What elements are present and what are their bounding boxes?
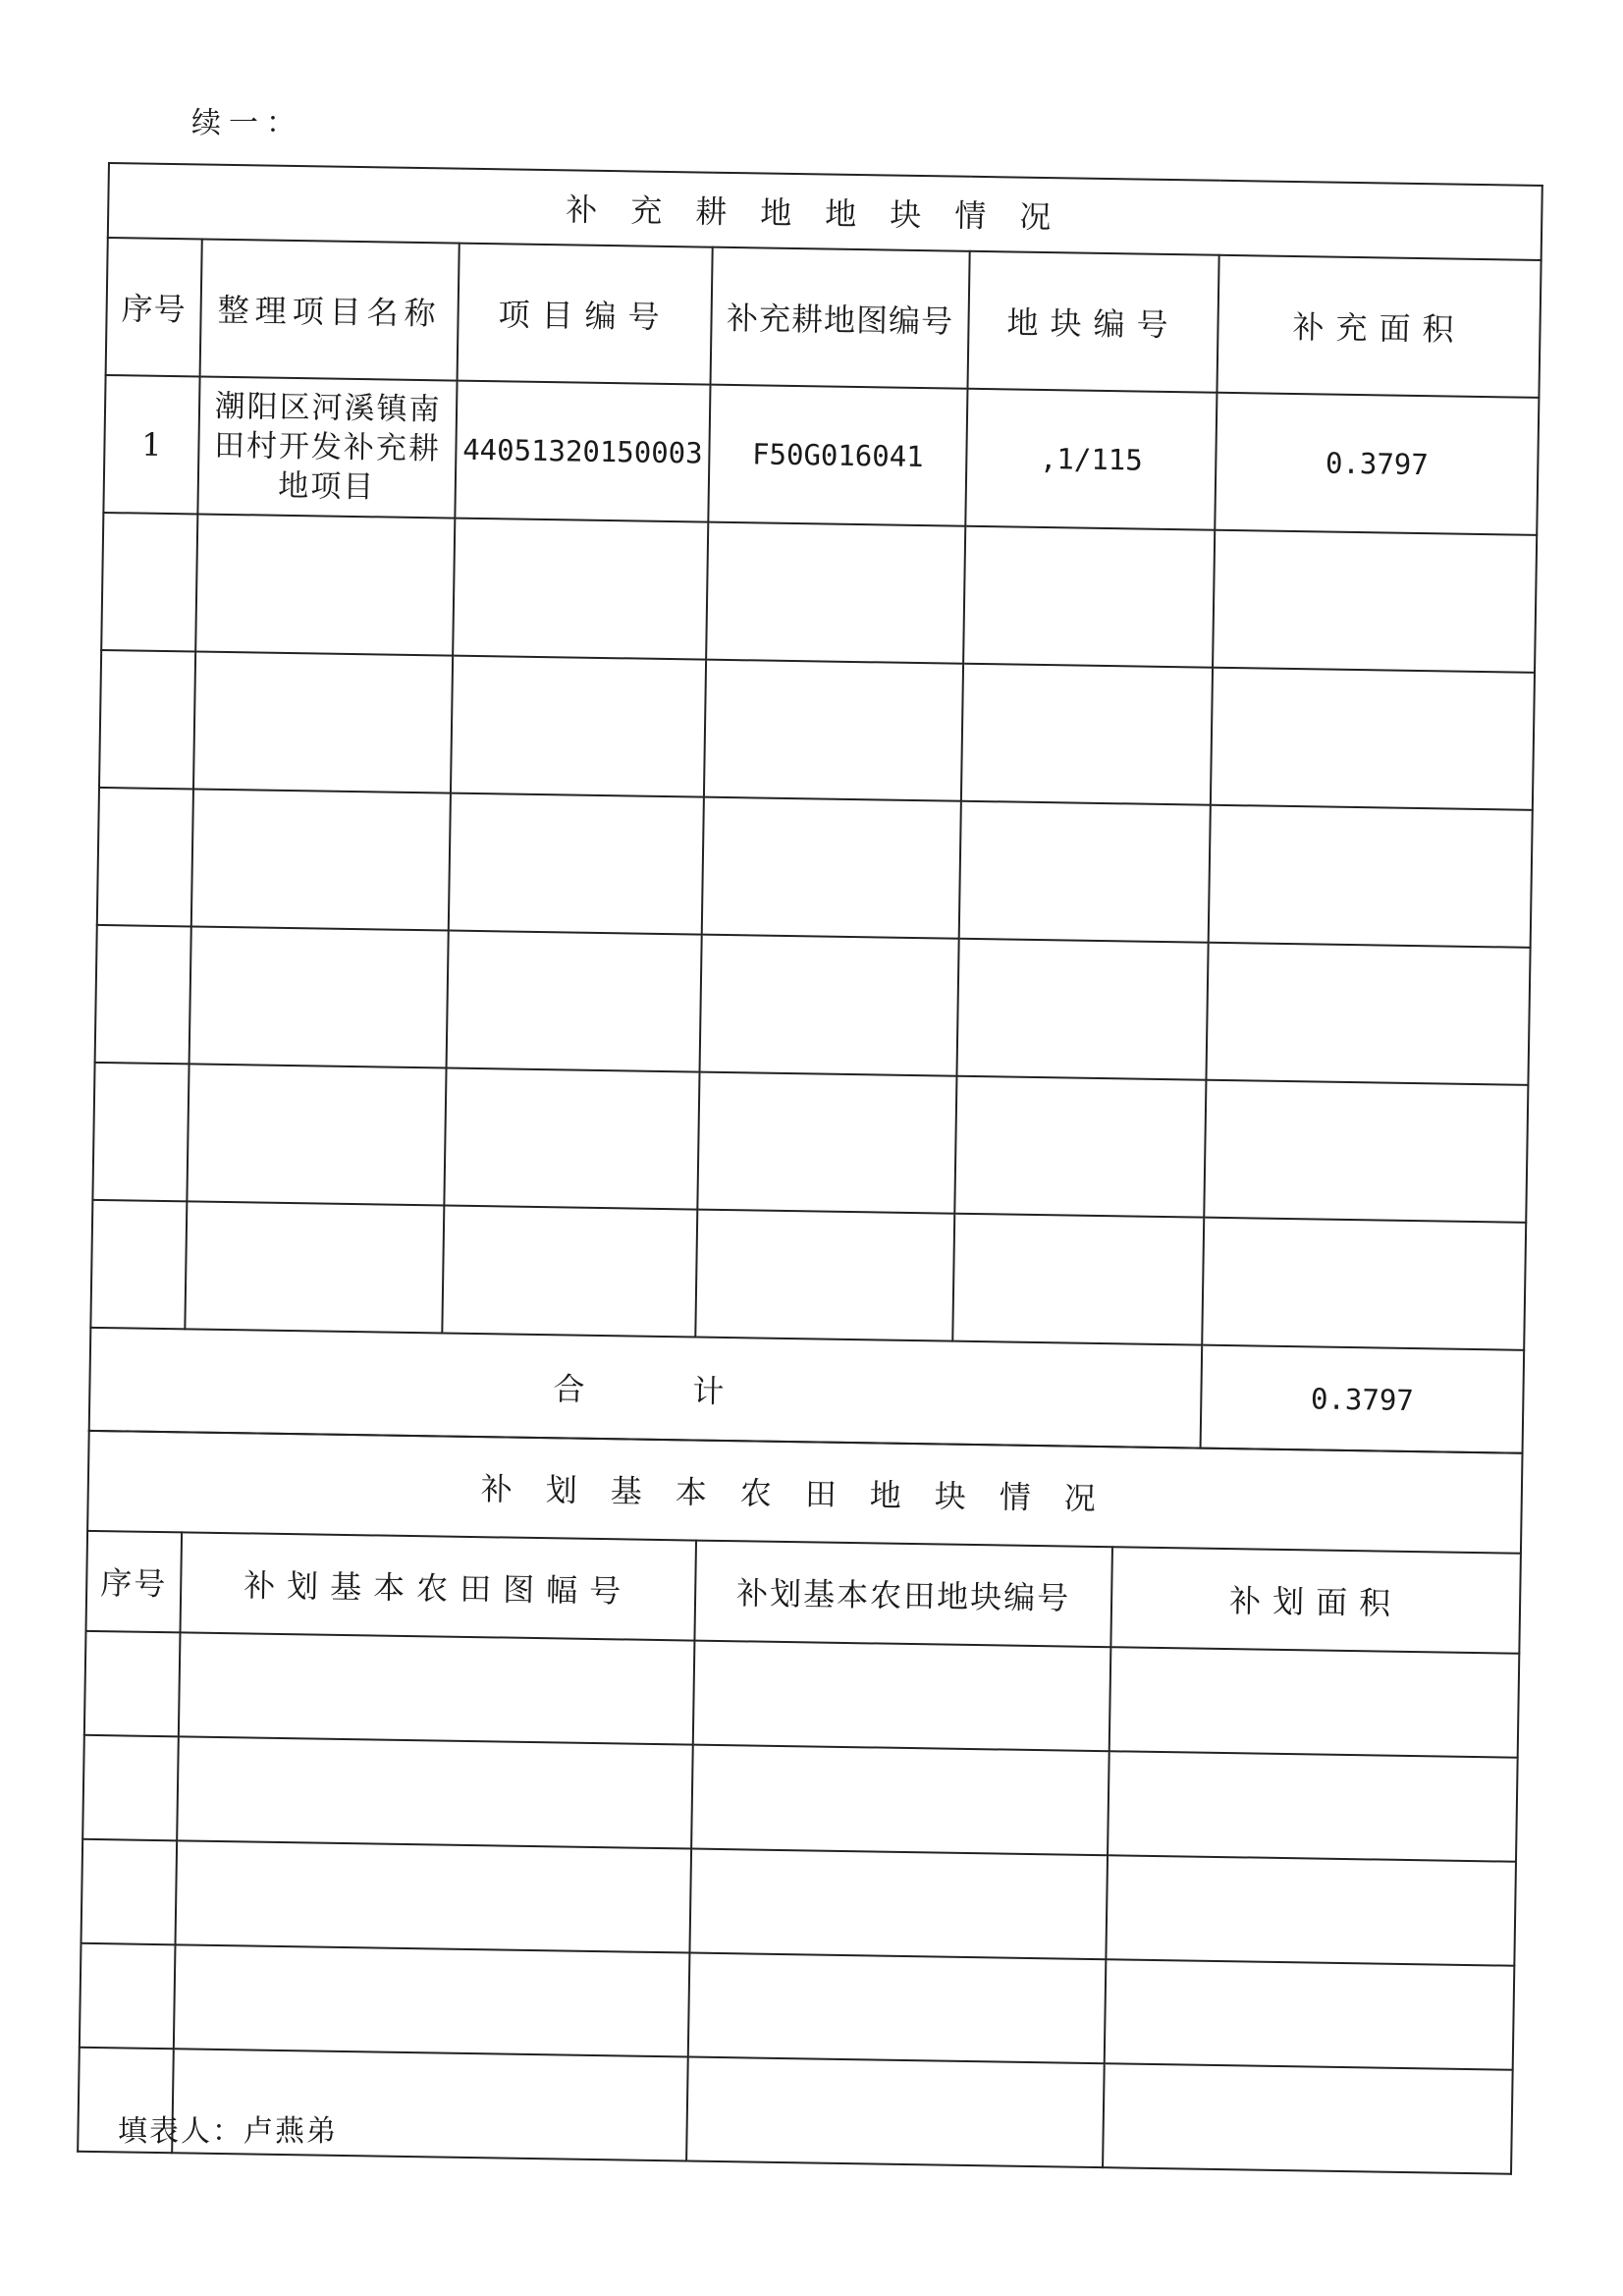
row-parcel-number: ,1/115 <box>965 389 1217 530</box>
section1-title: 补充耕地地块情况 <box>108 163 1542 260</box>
empty-cell <box>704 660 963 801</box>
empty-cell <box>954 1076 1206 1218</box>
header-project-name: 整理项目名称 <box>200 240 460 381</box>
empty-cell <box>1108 1751 1518 1862</box>
section2-title: 补划基本农田地块情况 <box>87 1431 1522 1554</box>
empty-cell <box>444 1068 699 1210</box>
empty-cell <box>1103 2063 1513 2174</box>
header2-area: 补划面积 <box>1110 1547 1521 1654</box>
empty-cell <box>185 1201 444 1333</box>
empty-cell <box>99 650 195 789</box>
empty-cell <box>956 939 1208 1080</box>
empty-cell <box>686 2057 1105 2168</box>
supplementary-farmland-table <box>88 162 1543 1454</box>
empty-cell <box>693 1641 1111 1752</box>
empty-cell <box>453 519 708 660</box>
row-project-number: 44051320150003 <box>455 381 710 522</box>
continuation-label: 续一： <box>191 106 303 140</box>
total-label: 合计 <box>89 1328 1203 1449</box>
row-map-number: F50G016041 <box>708 385 967 526</box>
empty-cell <box>101 513 197 651</box>
empty-cell <box>84 1631 181 1736</box>
filler-label: 填表人： <box>118 2114 243 2149</box>
row-area: 0.3797 <box>1215 393 1539 535</box>
empty-cell <box>1105 1959 1515 2070</box>
empty-cell <box>697 1072 956 1214</box>
empty-cell <box>175 1840 691 1952</box>
empty-cell <box>189 926 449 1067</box>
empty-cell <box>959 801 1211 943</box>
empty-cell <box>193 651 453 793</box>
empty-cell <box>179 1632 695 1744</box>
empty-cell <box>1204 1080 1528 1223</box>
empty-cell <box>1109 1647 1520 1758</box>
empty-cell <box>447 931 702 1072</box>
empty-cell <box>1213 530 1537 673</box>
empty-cell <box>82 1735 179 1840</box>
basic-farmland-table <box>77 1430 1523 2175</box>
empty-cell <box>963 526 1215 668</box>
form-filler <box>118 2106 338 2150</box>
empty-cell <box>695 1210 954 1341</box>
table-row <box>95 925 1531 1085</box>
empty-cell <box>177 1736 693 1848</box>
table-row <box>99 650 1535 810</box>
empty-cell <box>1202 1218 1526 1350</box>
empty-cell <box>449 793 704 935</box>
filler-name: 卢燕弟 <box>243 2114 338 2149</box>
header2-map-sheet: 补划基本农田图幅号 <box>180 1532 696 1640</box>
row-project-name: 潮阳区河溪镇南田村开发补充耕地项目 <box>197 376 457 518</box>
header-index: 序号 <box>106 238 202 376</box>
table-row <box>101 513 1537 673</box>
empty-cell <box>1209 805 1533 948</box>
empty-cell <box>1211 668 1535 810</box>
header2-index: 序号 <box>86 1531 183 1632</box>
table-row <box>97 788 1533 948</box>
empty-cell <box>80 1943 176 2049</box>
empty-cell <box>1206 943 1530 1085</box>
empty-cell <box>191 789 451 930</box>
empty-cell <box>688 1953 1107 2064</box>
empty-cell <box>700 935 959 1076</box>
empty-cell <box>90 1200 187 1329</box>
empty-cell <box>97 788 193 926</box>
header-parcel-number: 地块编号 <box>967 251 1218 393</box>
table-row <box>92 1063 1528 1223</box>
table-row <box>103 375 1539 535</box>
section1-header-row <box>106 238 1542 398</box>
empty-cell <box>706 522 965 664</box>
empty-cell <box>195 514 455 655</box>
header-project-number: 项目编号 <box>458 244 713 385</box>
empty-cell <box>691 1745 1109 1856</box>
empty-cell <box>174 1944 690 2056</box>
header-map-number: 补充耕地图编号 <box>711 247 970 389</box>
empty-cell <box>451 656 706 797</box>
empty-cell <box>92 1063 189 1201</box>
empty-cell <box>702 797 961 939</box>
empty-cell <box>689 1849 1108 1960</box>
empty-cell <box>952 1214 1204 1345</box>
empty-cell <box>95 925 191 1064</box>
empty-cell <box>1106 1855 1516 1966</box>
form-sheet <box>77 162 1542 2175</box>
empty-cell <box>442 1206 697 1338</box>
empty-cell <box>961 664 1213 805</box>
empty-cell <box>187 1064 446 1205</box>
header2-parcel-number: 补划基本农田地块编号 <box>694 1541 1112 1648</box>
table-row <box>90 1200 1526 1350</box>
row-index: 1 <box>103 375 199 514</box>
total-value: 0.3797 <box>1201 1345 1525 1453</box>
header-area: 补充面积 <box>1217 255 1541 398</box>
empty-cell <box>81 1839 178 1944</box>
